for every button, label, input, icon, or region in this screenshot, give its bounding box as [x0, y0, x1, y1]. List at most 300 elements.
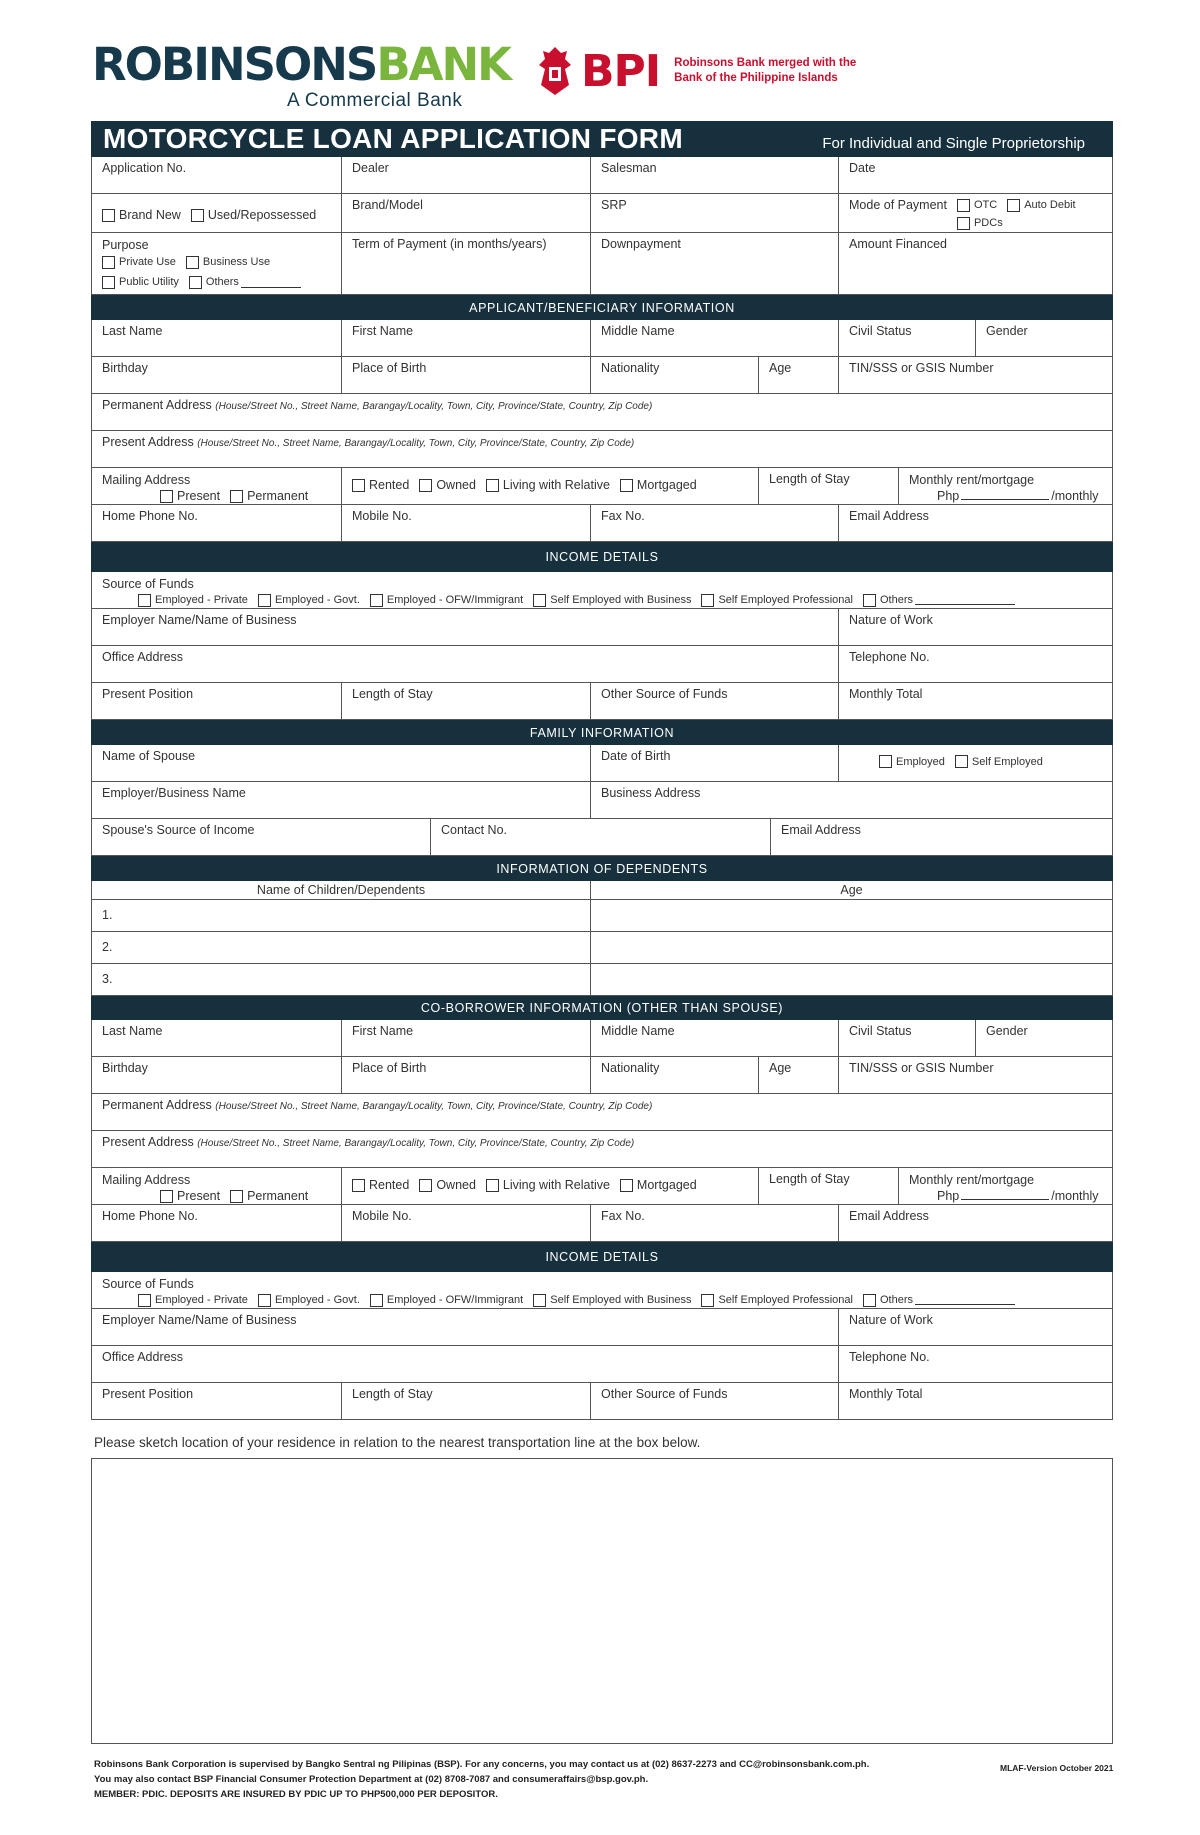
cob-civil-status-label: Civil Status: [849, 1024, 912, 1038]
cob-mailing-permanent-checkbox[interactable]: [230, 1190, 243, 1203]
civil-status-label: Civil Status: [849, 324, 912, 338]
mode-of-payment-label: Mode of Payment: [849, 198, 947, 212]
loan-application-form: [91, 121, 1113, 1420]
footer-disclaimer: [94, 1757, 869, 1802]
loan-row-1: [91, 157, 1113, 194]
purpose-others-blank[interactable]: [241, 278, 301, 288]
cob-mailing-address-field: [92, 1168, 342, 1204]
owned-option[interactable]: [419, 478, 476, 492]
emp-ofw-option[interactable]: [370, 592, 523, 608]
used-label: Used/Repossessed: [207, 208, 317, 222]
cob-emp-ofw-option[interactable]: [370, 1292, 523, 1308]
footer-line-3: MEMBER: PDIC. DEPOSITS ARE INSURED BY PDIC UP TO PHP500,000 PER DEPOSITOR.: [94, 1789, 498, 1800]
cob-income-length-of-stay-label: Length of Stay: [352, 1387, 433, 1401]
spouse-name-label: Name of Spouse: [102, 749, 196, 763]
form-title-bar: [91, 121, 1113, 157]
logo-robinsons-text: ROBINSONS: [92, 38, 377, 91]
cob-office-row: [91, 1346, 1113, 1383]
monthly-label: /monthly: [1051, 489, 1099, 503]
self-professional-label: Self Employed Professional: [718, 594, 853, 606]
condition-options: [92, 194, 342, 232]
public-utility-checkbox[interactable]: [102, 276, 115, 289]
spouse-self-employed-option[interactable]: [955, 755, 1043, 768]
spouse-self-employed-checkbox[interactable]: [955, 755, 968, 768]
self-professional-checkbox[interactable]: [701, 594, 714, 607]
cob-emp-private-checkbox[interactable]: [138, 1294, 151, 1307]
php-label: Php: [937, 489, 960, 503]
cob-self-professional-checkbox[interactable]: [701, 1294, 714, 1307]
applicant-name-row: [91, 320, 1113, 357]
cob-present-address-row: [91, 1131, 1113, 1168]
self-business-option[interactable]: [533, 592, 691, 608]
cob-birth-row: [91, 1057, 1113, 1094]
brand-new-option[interactable]: [102, 208, 181, 222]
cob-mailing-address-row: [91, 1168, 1113, 1205]
cob-source-of-funds-field: [92, 1272, 1112, 1308]
living-relative-label: Living with Relative: [502, 478, 610, 492]
cob-present-position-label: Present Position: [102, 1387, 194, 1401]
cob-telephone-field[interactable]: [839, 1346, 1112, 1382]
cob-first-name-field[interactable]: [342, 1020, 591, 1056]
cob-monthly-rent-field[interactable]: [899, 1168, 1112, 1204]
application-no-field[interactable]: [92, 157, 342, 193]
dependent-row: [91, 964, 1113, 996]
sketch-caption: Please sketch location of your residence in relation to the nearest transportation line at the box below.: [94, 1435, 701, 1450]
fax-label: Fax No.: [601, 509, 645, 523]
cob-mailing-permanent-label: Permanent: [247, 1189, 309, 1203]
cob-owned-option[interactable]: [419, 1178, 476, 1192]
cob-nature-of-work-label: Nature of Work: [849, 1313, 933, 1327]
self-professional-option[interactable]: [701, 592, 853, 608]
funds-others-checkbox[interactable]: [863, 594, 876, 607]
first-name-field[interactable]: [342, 320, 591, 356]
dependent-age-field[interactable]: [591, 932, 1112, 963]
living-relative-checkbox[interactable]: [486, 479, 499, 492]
used-option[interactable]: [191, 208, 316, 222]
cob-present-address-field[interactable]: [92, 1131, 1112, 1167]
auto-debit-option[interactable]: [1007, 198, 1075, 213]
pdcs-checkbox[interactable]: [957, 217, 970, 230]
bpi-note-line-2: Bank of the Philippine Islands: [674, 72, 838, 84]
cob-emp-govt-label: Employed - Govt.: [274, 1294, 360, 1306]
cob-tin-label: TIN/SSS or GSIS Number: [849, 1061, 994, 1075]
cob-owned-checkbox[interactable]: [419, 1179, 432, 1192]
home-phone-label: Home Phone No.: [102, 509, 198, 523]
mailing-present-checkbox[interactable]: [160, 490, 173, 503]
living-relative-option[interactable]: [486, 478, 610, 492]
cob-owned-label: Owned: [436, 1178, 476, 1192]
cob-employer-row: [91, 1309, 1113, 1346]
cob-present-position-field[interactable]: [92, 1383, 342, 1419]
mortgaged-option[interactable]: [620, 478, 697, 492]
cob-telephone-label: Telephone No.: [849, 1350, 930, 1364]
mailing-address-field: [92, 468, 342, 504]
term-field[interactable]: [342, 233, 591, 294]
cob-self-professional-option[interactable]: [701, 1292, 853, 1308]
self-business-checkbox[interactable]: [533, 594, 546, 607]
spouse-employer-field[interactable]: [92, 782, 591, 818]
emp-govt-option[interactable]: [258, 592, 360, 608]
civil-status-field[interactable]: [839, 320, 976, 356]
income-length-of-stay-field[interactable]: [342, 683, 591, 719]
otc-checkbox[interactable]: [957, 199, 970, 212]
business-use-option[interactable]: [186, 254, 270, 271]
form-version: MLAF-Version October 2021: [1000, 1763, 1114, 1773]
cob-last-name-label: Last Name: [102, 1024, 163, 1038]
bpi-logo: [535, 45, 884, 97]
cob-emp-private-option[interactable]: [138, 1292, 248, 1308]
source-of-funds-field: [92, 572, 1112, 608]
auto-debit-checkbox[interactable]: [1007, 199, 1020, 212]
dependents-age-header-label: Age: [840, 883, 863, 897]
spouse-employed-option[interactable]: [879, 755, 945, 768]
tin-field[interactable]: [839, 357, 1112, 393]
dependent-row: [91, 932, 1113, 964]
spouse-income-field[interactable]: [92, 819, 431, 855]
purpose-label: Purpose: [102, 238, 149, 252]
cob-mailing-address-label: Mailing Address: [102, 1173, 191, 1187]
loan-row-2: [91, 194, 1113, 233]
cob-age-field[interactable]: [759, 1057, 839, 1093]
purpose-others-label: Others: [205, 276, 239, 288]
dependent-age-field[interactable]: [591, 964, 1112, 995]
cob-other-source-label: Other Source of Funds: [601, 1387, 728, 1401]
spouse-contact-row: [91, 819, 1113, 856]
dependent-number: 3.: [102, 972, 113, 986]
gender-field[interactable]: [976, 320, 1112, 356]
applicant-section-header: APPLICANT/BENEFICIARY INFORMATION: [91, 295, 1113, 320]
rented-option[interactable]: [352, 478, 409, 492]
cob-office-address-label: Office Address: [102, 1350, 184, 1364]
form-subtitle: For Individual and Single Proprietorship: [822, 134, 1085, 152]
dependents-age-header: [591, 881, 1112, 899]
funds-others-blank[interactable]: [915, 595, 1015, 605]
dependent-age-field[interactable]: [591, 900, 1112, 931]
amount-financed-field[interactable]: [839, 233, 1112, 294]
cob-source-of-funds-row: [91, 1272, 1113, 1309]
present-address-hint: (House/Street No., Street Name, Barangay/Locality, Town, City, Province/State, Country, Zip Code): [197, 438, 635, 449]
brand-model-label: Brand/Model: [352, 198, 423, 212]
cob-gender-label: Gender: [986, 1024, 1028, 1038]
cob-mailing-permanent-option[interactable]: [230, 1188, 308, 1204]
mailing-permanent-option[interactable]: [230, 488, 308, 504]
rented-checkbox[interactable]: [352, 479, 365, 492]
cob-home-phone-field[interactable]: [92, 1205, 342, 1241]
logo-tagline: A Commercial Bank: [287, 90, 463, 111]
monthly-total-field[interactable]: [839, 683, 1112, 719]
cob-tin-field[interactable]: [839, 1057, 1112, 1093]
purpose-field: [92, 233, 342, 294]
nationality-label: Nationality: [601, 361, 660, 375]
dependent-number: 2.: [102, 940, 113, 954]
dependents-name-header: [92, 881, 591, 899]
nature-of-work-label: Nature of Work: [849, 613, 933, 627]
last-name-field[interactable]: [92, 320, 342, 356]
position-row: [91, 683, 1113, 720]
cob-monthly-total-field[interactable]: [839, 1383, 1112, 1419]
mailing-present-option[interactable]: [160, 488, 220, 504]
purpose-others-option[interactable]: [189, 274, 303, 291]
downpayment-label: Downpayment: [601, 237, 681, 251]
cob-living-relative-option[interactable]: [486, 1178, 610, 1192]
cob-mobile-label: Mobile No.: [352, 1209, 412, 1223]
bpi-merger-note: [674, 56, 884, 86]
private-use-option[interactable]: [102, 254, 176, 271]
dependents-name-header-label: Name of Children/Dependents: [256, 883, 426, 897]
mortgaged-checkbox[interactable]: [620, 479, 633, 492]
dependent-name-field[interactable]: [92, 932, 591, 963]
emp-govt-label: Employed - Govt.: [274, 594, 360, 606]
salesman-field[interactable]: [591, 157, 839, 193]
cob-middle-name-label: Middle Name: [601, 1024, 675, 1038]
home-phone-field[interactable]: [92, 505, 342, 541]
cob-rented-option[interactable]: [352, 1178, 409, 1192]
dependents-header-row: [91, 881, 1113, 900]
emp-private-checkbox[interactable]: [138, 594, 151, 607]
cob-mortgaged-option[interactable]: [620, 1178, 697, 1192]
cob-living-relative-checkbox[interactable]: [486, 1179, 499, 1192]
cob-mailing-present-label: Present: [177, 1189, 221, 1203]
monthly-rent-blank[interactable]: [961, 490, 1049, 500]
brand-new-label: Brand New: [119, 208, 181, 222]
footer-line-2: You may also contact BSP Financial Consumer Protection Department at (02) 8708-7087 and consumeraffairs@bsp.gov.ph.: [94, 1774, 649, 1785]
mailing-permanent-checkbox[interactable]: [230, 490, 243, 503]
monthly-rent-field[interactable]: [899, 468, 1112, 504]
cob-monthly-rent-blank[interactable]: [961, 1190, 1049, 1200]
cob-source-of-funds-label: Source of Funds: [102, 1277, 194, 1291]
cob-middle-name-field[interactable]: [591, 1020, 839, 1056]
cob-age-label: Age: [769, 1061, 792, 1075]
rented-label: Rented: [369, 478, 410, 492]
length-of-stay-field[interactable]: [759, 468, 899, 504]
cob-emp-ofw-label: Employed - OFW/Immigrant: [386, 1294, 524, 1306]
private-use-checkbox[interactable]: [102, 256, 115, 269]
date-field[interactable]: [839, 157, 1112, 193]
owned-label: Owned: [436, 478, 476, 492]
cob-place-of-birth-field[interactable]: [342, 1057, 591, 1093]
present-position-field[interactable]: [92, 683, 342, 719]
permanent-address-label: Permanent Address: [102, 398, 212, 412]
spouse-income-label: Spouse's Source of Income: [102, 823, 255, 837]
cob-length-of-stay-label: Length of Stay: [769, 1172, 850, 1186]
office-address-field[interactable]: [92, 646, 839, 682]
spouse-business-address-label: Business Address: [601, 786, 701, 800]
cob-monthly-label: /monthly: [1051, 1189, 1099, 1203]
spouse-dob-field[interactable]: [591, 745, 839, 781]
spouse-employer-label: Employer/Business Name: [102, 786, 246, 800]
other-source-field[interactable]: [591, 683, 839, 719]
cob-mortgaged-checkbox[interactable]: [620, 1179, 633, 1192]
business-use-checkbox[interactable]: [186, 256, 199, 269]
gender-label: Gender: [986, 324, 1028, 338]
cob-emp-govt-checkbox[interactable]: [258, 1294, 271, 1307]
footer-line-1: Robinsons Bank Corporation is supervised by Bangko Sentral ng Pilipinas (BSP). For any concerns, you may contact us at (02) 8637-2273 and CC@robinsonsbank.com.ph.: [94, 1759, 870, 1770]
fax-field[interactable]: [591, 505, 839, 541]
age-field[interactable]: [759, 357, 839, 393]
emp-ofw-label: Employed - OFW/Immigrant: [386, 594, 524, 606]
employer-name-label: Employer Name/Name of Business: [102, 613, 297, 627]
cob-fax-label: Fax No.: [601, 1209, 645, 1223]
source-of-funds-row: [91, 572, 1113, 609]
cob-emp-ofw-checkbox[interactable]: [370, 1294, 383, 1307]
bpi-note-line-1: Robinsons Bank merged with the: [674, 57, 857, 69]
dependent-name-field[interactable]: [92, 964, 591, 995]
cob-present-address-label: Present Address: [102, 1135, 194, 1149]
brand-model-field[interactable]: [342, 194, 591, 232]
self-business-label: Self Employed with Business: [550, 594, 692, 606]
monthly-total-label: Monthly Total: [849, 687, 923, 701]
last-name-label: Last Name: [102, 324, 163, 338]
spouse-business-address-field[interactable]: [591, 782, 1112, 818]
present-position-label: Present Position: [102, 687, 194, 701]
emp-ofw-checkbox[interactable]: [370, 594, 383, 607]
dealer-field[interactable]: [342, 157, 591, 193]
cob-employer-name-field[interactable]: [92, 1309, 839, 1345]
middle-name-label: Middle Name: [601, 324, 675, 338]
dealer-label: Dealer: [352, 161, 389, 175]
spouse-row: [91, 745, 1113, 782]
cob-funds-others-blank[interactable]: [915, 1295, 1015, 1305]
cob-self-business-checkbox[interactable]: [533, 1294, 546, 1307]
spouse-name-field[interactable]: [92, 745, 591, 781]
cob-emp-private-label: Employed - Private: [155, 1294, 248, 1306]
logo-bank-text: BANK: [376, 38, 511, 91]
mobile-label: Mobile No.: [352, 509, 412, 523]
cob-mobile-field[interactable]: [342, 1205, 591, 1241]
srp-field[interactable]: [591, 194, 839, 232]
cob-mailing-present-checkbox[interactable]: [160, 1190, 173, 1203]
emp-govt-checkbox[interactable]: [258, 594, 271, 607]
mailing-permanent-label: Permanent: [247, 489, 309, 503]
cob-income-length-of-stay-field[interactable]: [342, 1383, 591, 1419]
telephone-field[interactable]: [839, 646, 1112, 682]
age-label: Age: [769, 361, 792, 375]
cob-office-address-field[interactable]: [92, 1346, 839, 1382]
applicant-birth-row: [91, 357, 1113, 394]
public-utility-option[interactable]: [102, 274, 179, 291]
public-utility-label: Public Utility: [119, 276, 179, 288]
srp-label: SRP: [601, 198, 627, 212]
cob-nationality-field[interactable]: [591, 1057, 759, 1093]
office-row: [91, 646, 1113, 683]
pdcs-option[interactable]: [957, 216, 1003, 231]
place-of-birth-label: Place of Birth: [352, 361, 427, 375]
cob-email-field[interactable]: [839, 1205, 1112, 1241]
cob-rented-checkbox[interactable]: [352, 1179, 365, 1192]
brand-new-checkbox[interactable]: [102, 209, 115, 222]
cob-other-source-field[interactable]: [591, 1383, 839, 1419]
purpose-others-checkbox[interactable]: [189, 276, 202, 289]
permanent-address-field[interactable]: [92, 394, 1112, 430]
cob-permanent-address-label: Permanent Address: [102, 1098, 212, 1112]
cob-place-of-birth-label: Place of Birth: [352, 1061, 427, 1075]
spouse-email-label: Email Address: [781, 823, 861, 837]
application-no-label: Application No.: [102, 161, 187, 175]
cob-gender-field[interactable]: [976, 1020, 1112, 1056]
cob-nature-of-work-field[interactable]: [839, 1309, 1112, 1345]
cob-last-name-field[interactable]: [92, 1020, 342, 1056]
cob-first-name-label: First Name: [352, 1024, 414, 1038]
pdcs-label: PDCs: [973, 217, 1003, 229]
otc-label: OTC: [973, 199, 998, 211]
cob-fax-field[interactable]: [591, 1205, 839, 1241]
cob-funds-others-checkbox[interactable]: [863, 1294, 876, 1307]
email-label: Email Address: [849, 509, 929, 523]
middle-name-field[interactable]: [591, 320, 839, 356]
office-address-label: Office Address: [102, 650, 184, 664]
cob-php-label: Php: [937, 1189, 960, 1203]
mailing-present-label: Present: [177, 489, 221, 503]
term-label: Term of Payment (in months/years): [352, 237, 547, 251]
cob-permanent-address-hint: (House/Street No., Street Name, Barangay/Locality, Town, City, Province/State, Country, Zip Code): [215, 1101, 653, 1112]
cob-living-relative-label: Living with Relative: [502, 1178, 610, 1192]
first-name-label: First Name: [352, 324, 414, 338]
tin-label: TIN/SSS or GSIS Number: [849, 361, 994, 375]
owned-checkbox[interactable]: [419, 479, 432, 492]
cob-contact-row: [91, 1205, 1113, 1242]
spouse-email-field[interactable]: [771, 819, 1112, 855]
mortgaged-label: Mortgaged: [636, 478, 697, 492]
birthday-field[interactable]: [92, 357, 342, 393]
other-source-label: Other Source of Funds: [601, 687, 728, 701]
spouse-dob-label: Date of Birth: [601, 749, 671, 763]
date-label: Date: [849, 161, 876, 175]
nature-of-work-field[interactable]: [839, 609, 1112, 645]
cob-length-of-stay-field[interactable]: [759, 1168, 899, 1204]
funds-others-label: Others: [879, 594, 913, 606]
sketch-box[interactable]: [91, 1458, 1113, 1744]
email-field[interactable]: [839, 505, 1112, 541]
place-of-birth-field[interactable]: [342, 357, 591, 393]
cob-birthday-field[interactable]: [92, 1057, 342, 1093]
dependent-name-field[interactable]: [92, 900, 591, 931]
cob-name-row: [91, 1020, 1113, 1057]
income-section-header: INCOME DETAILS: [91, 542, 1113, 572]
permanent-address-hint: (House/Street No., Street Name, Barangay/Locality, Town, City, Province/State, Country, Zip Code): [215, 401, 653, 412]
spouse-employed-checkbox[interactable]: [879, 755, 892, 768]
present-address-field[interactable]: [92, 431, 1112, 467]
cob-self-business-label: Self Employed with Business: [550, 1294, 692, 1306]
cob-self-business-option[interactable]: [533, 1292, 691, 1308]
spouse-contact-label: Contact No.: [441, 823, 508, 837]
amount-financed-label: Amount Financed: [849, 237, 947, 251]
salesman-label: Salesman: [601, 161, 657, 175]
employer-name-field[interactable]: [92, 609, 839, 645]
cob-civil-status-field[interactable]: [839, 1020, 976, 1056]
otc-option[interactable]: [957, 198, 997, 213]
monthly-rent-label: Monthly rent/mortgage: [909, 473, 1035, 487]
cob-permanent-address-field[interactable]: [92, 1094, 1112, 1130]
cob-emp-govt-option[interactable]: [258, 1292, 360, 1308]
birthday-label: Birthday: [102, 361, 148, 375]
mobile-field[interactable]: [342, 505, 591, 541]
cob-funds-others-option[interactable]: [863, 1292, 1017, 1308]
spouse-contact-field[interactable]: [431, 819, 771, 855]
business-use-label: Business Use: [202, 256, 271, 268]
loan-row-3: [91, 233, 1113, 295]
income-length-of-stay-label: Length of Stay: [352, 687, 433, 701]
cob-rented-label: Rented: [369, 1178, 410, 1192]
cob-mailing-present-option[interactable]: [160, 1188, 220, 1204]
downpayment-field[interactable]: [591, 233, 839, 294]
permanent-address-row: [91, 394, 1113, 431]
emp-private-option[interactable]: [138, 592, 248, 608]
family-section-header: FAMILY INFORMATION: [91, 720, 1113, 745]
used-checkbox[interactable]: [191, 209, 204, 222]
bpi-crest-icon: [535, 45, 575, 97]
nationality-field[interactable]: [591, 357, 759, 393]
funds-others-option[interactable]: [863, 592, 1017, 608]
